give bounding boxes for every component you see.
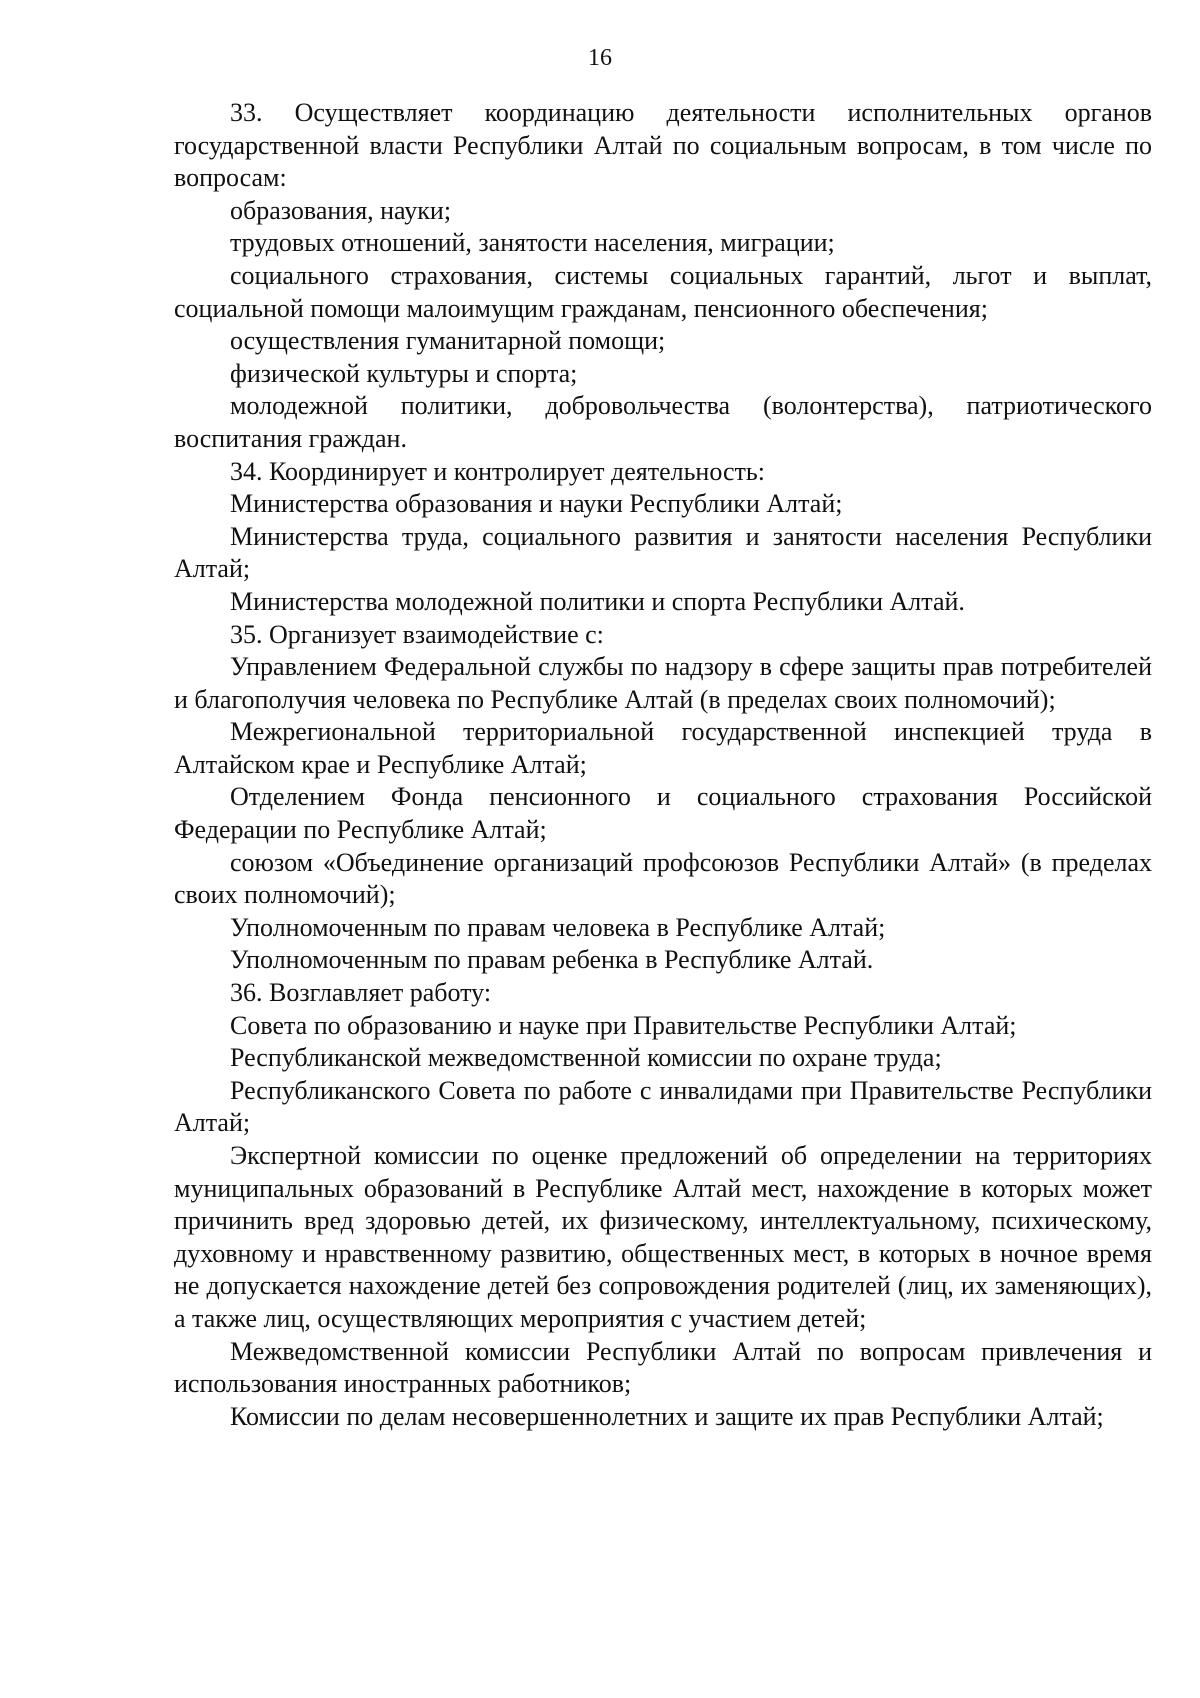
paragraph-item-34: 34. Координирует и контролирует деятельность: [230, 456, 765, 486]
paragraph-item-35: 35. Организует взаимодействие с: [230, 619, 604, 649]
list-item: Отделением Фонда пенсионного и социального страхования Российской Федерации по Республике Алтай; [174, 782, 1152, 845]
list-item: Республиканского Совета по работе с инвалидами при Правительстве Республики Алтай; [174, 1075, 1152, 1138]
paragraph-item-36: 36. Возглавляет работу: [230, 978, 492, 1008]
list-item: Межведомственной комиссии Республики Алтай по вопросам привлечения и использования иностранных работников; [174, 1336, 1152, 1399]
list-item: образования, науки; [230, 195, 452, 225]
document-body [174, 97, 1152, 1433]
list-item: Министерства образования и науки Республики Алтай; [230, 489, 843, 519]
list-item: трудовых отношений, занятости населения, миграции; [230, 228, 835, 258]
list-item: Министерства молодежной политики и спорта Республики Алтай. [230, 586, 965, 616]
list-item: молодежной политики, добровольчества (волонтерства), патриотического воспитания граждан. [174, 391, 1152, 453]
paragraph-item-33: 33. Осуществляет координацию деятельности исполнительных органов государственной власти Республики Алтай по социальным вопросам, в том числе по вопросам: [174, 98, 1152, 193]
list-item: Уполномоченным по правам ребенка в Республике Алтай. [230, 945, 874, 975]
list-item: Министерства труда, социального развития и занятости населения Республики Алтай; [174, 521, 1152, 584]
list-item: осуществления гуманитарной помощи; [230, 326, 666, 356]
list-item: социального страхования, системы социальных гарантий, льгот и выплат, социальной помощи малоимущим гражданам, пенсионного обеспечения; [174, 260, 1152, 323]
list-item: Управлением Федеральной службы по надзору в сфере защиты прав потребителей и благополучия человека по Республике Алтай (в пределах своих полномочий); [174, 652, 1152, 714]
list-item: Межрегиональной территориальной государственной инспекцией труда в Алтайском крае и Республике Алтай; [174, 717, 1152, 779]
list-item: Экспертной комиссии по оценке предложений об определении на территориях муниципальных образований в Республике Алтай мест, нахождение в которых может причинить вред здоровью детей, их физическому, интеллектуальному, психическому, духовному и нравственному развитию, общественных мест, в которых в ночное время не допускается нахождение детей без сопровождения родителей (лиц, их заменяющих), а также лиц, осуществляющих мероприятия с участием детей; [174, 1141, 1152, 1333]
list-item: Совета по образованию и науке при Правительстве Республики Алтай; [230, 1010, 1017, 1040]
list-item: Комиссии по делам несовершеннолетних и защите их прав Республики Алтай; [230, 1401, 1104, 1431]
list-item: физической культуры и спорта; [230, 358, 578, 388]
page-number: 16 [588, 45, 612, 71]
list-item: Республиканской межведомственной комиссии по охране труда; [230, 1043, 942, 1073]
list-item: Уполномоченным по правам человека в Республике Алтай; [230, 912, 886, 942]
list-item: союзом «Объединение организаций профсоюзов Республики Алтай» (в пределах своих полномочий); [174, 847, 1152, 910]
